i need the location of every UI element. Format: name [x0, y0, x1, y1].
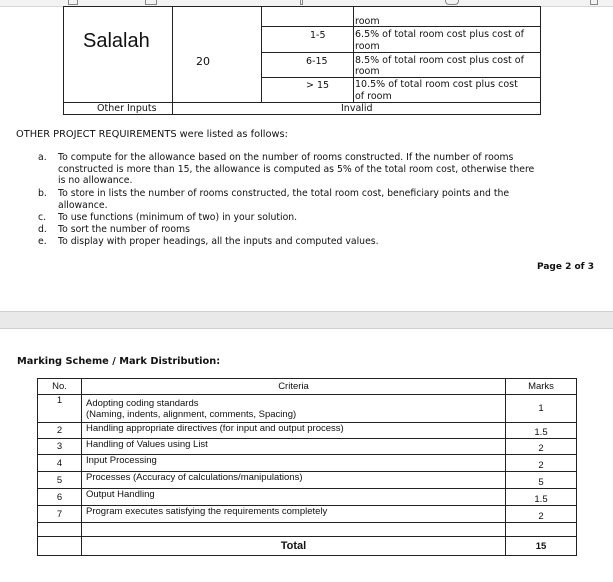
table-row-empty: [38, 523, 577, 537]
marking-table: [37, 378, 577, 556]
range-text: 6-15: [306, 56, 328, 67]
list-label: c.: [38, 212, 47, 223]
more-icon[interactable]: [590, 0, 598, 5]
desc-line: room: [355, 41, 380, 52]
list-item: [58, 224, 610, 236]
desc-line: of room: [355, 91, 392, 102]
add-text-icon[interactable]: [445, 0, 459, 5]
desc-line: room: [355, 66, 380, 77]
row-criteria: Output Handling: [82, 489, 506, 506]
empty-cell: [82, 523, 506, 537]
list-item: [58, 188, 610, 211]
requirements-heading: OTHER PROJECT REQUIREMENTS were listed as follows:: [16, 129, 288, 140]
row-criteria: Processes (Accuracy of calculations/manipulations): [82, 472, 506, 489]
desc-line: 6.5% of total room cost plus cost of: [355, 29, 524, 40]
value-text: 20: [196, 55, 210, 68]
row-no: 1: [38, 395, 82, 423]
page-number: Page 2 of 3: [537, 262, 594, 272]
empty-cell: [38, 537, 82, 556]
list-item-line: constructed is more than 15, the allowance is computed as 5% of the total room cost, otherwise there: [58, 163, 535, 175]
table-row: [38, 506, 577, 523]
page-separator: [0, 311, 613, 329]
range-cell-prev: [261, 6, 354, 27]
row-criteria-line: (Naming, indents, alignment, comments, Spacing): [86, 408, 297, 420]
list-item-line: To store in lists the number of rooms constructed, the total room cost, beneficiary points and the: [58, 188, 510, 199]
row-no: 6: [38, 489, 82, 506]
desc-prev-tail: room: [355, 16, 380, 27]
table-row: [38, 489, 577, 506]
table-row: [38, 423, 577, 439]
table-header-row: [38, 379, 577, 395]
row-no: 7: [38, 506, 82, 523]
row-no: 2: [38, 423, 82, 439]
row-marks: 5: [506, 472, 577, 489]
row-marks: 2: [506, 439, 577, 455]
list-label: a.: [38, 152, 47, 163]
list-item: [58, 152, 610, 187]
list-item-line: To sort the number of rooms: [58, 224, 190, 235]
list-label: b.: [38, 188, 47, 199]
row-criteria-line: Adopting coding standards: [86, 397, 199, 409]
marking-title: Marking Scheme / Mark Distribution:: [17, 356, 221, 367]
page-view-icon[interactable]: [145, 0, 157, 5]
empty-cell: [38, 523, 82, 537]
value-cell: [172, 6, 262, 103]
table-row: [38, 395, 577, 423]
list-item-line: To compute for the allowance based on the number of rooms constructed. If the number of rooms: [58, 152, 514, 163]
row-marks: 1: [506, 395, 577, 423]
range-text: > 15: [306, 80, 330, 91]
desc-line: 10.5% of total room cost plus cost: [355, 79, 518, 90]
row-marks: 2: [506, 455, 577, 472]
city-cell: [63, 6, 173, 103]
row-criteria: Handling appropriate directives (for input and output process): [82, 423, 506, 439]
row-marks: 2: [506, 506, 577, 523]
total-marks: 15: [506, 537, 577, 556]
list-item-line: is no allowance.: [58, 175, 133, 186]
table-row: [38, 439, 577, 455]
desc-cell-prev: [353, 6, 541, 27]
invalid-label: Invalid: [341, 103, 373, 114]
list-item: [58, 236, 610, 248]
desc-line: 8.5% of total room cost plus cost of: [355, 55, 524, 66]
row-marks: 1.5: [506, 423, 577, 439]
row-no: 3: [38, 439, 82, 455]
range-text: 1-5: [310, 30, 326, 41]
table-row: [38, 455, 577, 472]
total-label: Total: [82, 537, 506, 556]
total-row: [38, 537, 577, 556]
row-criteria: Input Processing: [82, 455, 506, 472]
read-aloud-icon[interactable]: [300, 0, 303, 5]
row-no: 4: [38, 455, 82, 472]
header-no: No.: [38, 379, 82, 395]
row-marks: 1.5: [506, 489, 577, 506]
row-criteria: Program executes satisfying the requirements completely: [82, 506, 506, 523]
list-label: d.: [38, 224, 47, 235]
list-item-line: To use functions (minimum of two) in your solution.: [58, 212, 298, 223]
row-criteria: Handling of Values using List: [82, 439, 506, 455]
list-label: e.: [38, 236, 47, 247]
empty-cell: [506, 523, 577, 537]
range-cell: [261, 26, 354, 53]
row-no: 5: [38, 472, 82, 489]
city-name: Salalah: [83, 30, 150, 52]
list-item: [58, 212, 610, 224]
row-criteria: [82, 395, 506, 423]
table-row: [38, 472, 577, 489]
header-marks: Marks: [506, 379, 577, 395]
list-item-line: To display with proper headings, all the inputs and computed values.: [58, 236, 379, 247]
header-criteria: Criteria: [82, 379, 506, 395]
other-inputs-label: Other Inputs: [97, 103, 157, 114]
toolbar-icon[interactable]: [68, 0, 78, 5]
list-item-line: allowance.: [58, 199, 108, 211]
